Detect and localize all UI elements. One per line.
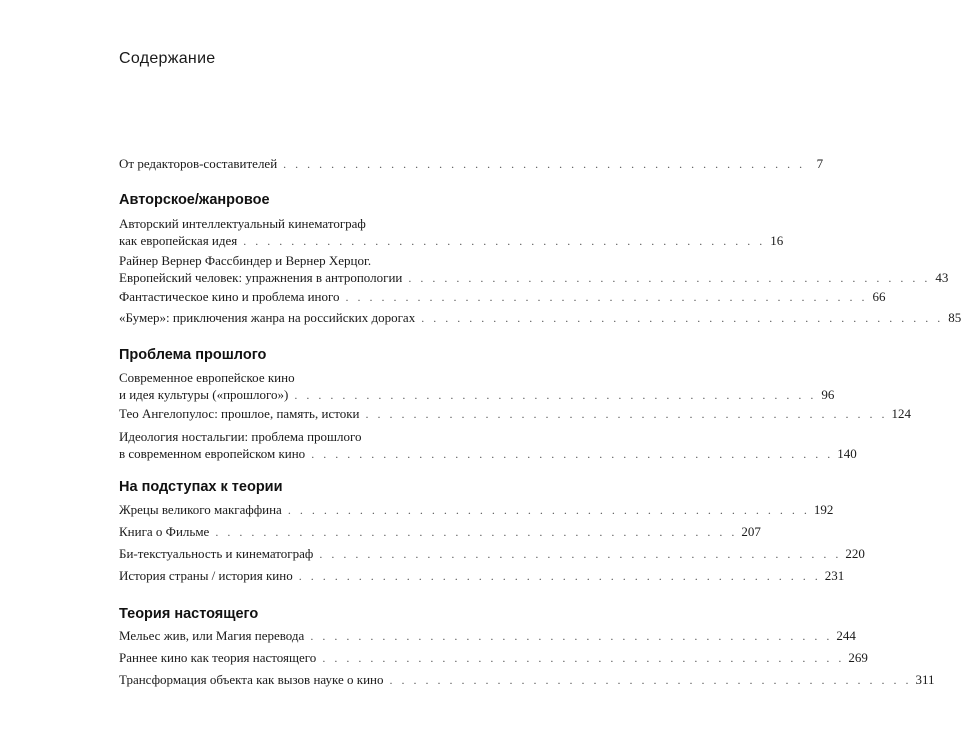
- toc-entry[interactable]: [119, 428, 857, 463]
- leader-dots: . . . . . . . . . . . . . . . . . . . . . . . . . . . . . . . . . . . . . . . . . . . .: [345, 290, 868, 304]
- toc-entry-intro[interactable]: [119, 155, 824, 173]
- toc-entry[interactable]: [119, 567, 845, 585]
- toc-entry-title: Тео Ангелопулос: прошлое, память, истоки: [119, 406, 360, 421]
- section-heading: На подступах к теории: [119, 479, 283, 495]
- section-heading: Теория настоящего: [119, 606, 259, 622]
- toc-page-number: 207: [741, 524, 761, 539]
- toc-entry-title-line: Европейский человек: упражнения в антропологии: [119, 270, 403, 285]
- toc-entry-title-line: Авторский интеллектуальный кинематограф: [119, 216, 366, 231]
- toc-entry[interactable]: [119, 545, 865, 563]
- toc-page-number: 192: [813, 502, 834, 517]
- toc-entry-title: Би-текстуальность и кинематограф: [119, 546, 314, 561]
- toc-entry-title: От редакторов-составителей: [119, 156, 278, 171]
- toc-entry[interactable]: [119, 501, 834, 519]
- toc-entry[interactable]: [119, 649, 868, 667]
- toc-entry-title: Мельес жив, или Магия перевода: [119, 628, 305, 643]
- toc-page-number: 43: [935, 270, 949, 285]
- leader-dots: . . . . . . . . . . . . . . . . . . . . . . . . . . . . . . . . . . . . . . . . . . . .: [322, 651, 845, 665]
- toc-entry[interactable]: [119, 215, 784, 250]
- toc-entry[interactable]: [119, 523, 761, 541]
- toc-page-number: 16: [770, 233, 784, 248]
- section-heading: Проблема прошлого: [119, 347, 267, 363]
- toc-entry[interactable]: [119, 252, 949, 287]
- toc-page-number: 269: [848, 650, 868, 665]
- leader-dots: . . . . . . . . . . . . . . . . . . . . . . . . . . . . . . . . . . . . . . . . . . . .: [311, 447, 834, 461]
- leader-dots: . . . . . . . . . . . . . . . . . . . . . . . . . . . . . . . . . . . . . . . . . . . .: [287, 503, 810, 517]
- toc-entry-title-line: и идея культуры («прошлого»): [119, 387, 289, 402]
- leader-dots: . . . . . . . . . . . . . . . . . . . . . . . . . . . . . . . . . . . . . . . . . . . .: [408, 271, 931, 285]
- section-heading: Авторское/жанровое: [119, 192, 270, 208]
- leader-dots: . . . . . . . . . . . . . . . . . . . . . . . . . . . . . . . . . . . . . . . . . . . .: [283, 157, 806, 171]
- toc-page-number: 85: [948, 310, 961, 325]
- toc-page-number: 244: [836, 628, 856, 643]
- toc-entry-title-line: в современном европейском кино: [119, 446, 306, 461]
- toc-entry[interactable]: [119, 405, 911, 423]
- leader-dots: . . . . . . . . . . . . . . . . . . . . . . . . . . . . . . . . . . . . . . . . . . . .: [319, 547, 842, 561]
- toc-entry-title: Книга о Фильме: [119, 524, 210, 539]
- toc-entry-title: Жрецы великого макгаффина: [119, 502, 282, 517]
- page-title: Содержание: [119, 50, 216, 67]
- toc-entry-title-line: как европейская идея: [119, 233, 238, 248]
- toc-page-number: 7: [816, 156, 824, 171]
- toc-page-number: 231: [824, 568, 845, 583]
- toc-entry[interactable]: [119, 288, 886, 306]
- toc-page-number: 66: [872, 289, 886, 304]
- toc-page-number: 311: [915, 672, 935, 687]
- toc-entry-title-line: Современное европейское кино: [119, 370, 295, 385]
- leader-dots: . . . . . . . . . . . . . . . . . . . . . . . . . . . . . . . . . . . . . . . . . . . .: [294, 388, 817, 402]
- toc-entry-title: «Бумер»: приключения жанра на российских дорогах: [119, 310, 416, 325]
- toc-page-number: 140: [837, 446, 857, 461]
- toc-entry[interactable]: [119, 627, 856, 645]
- leader-dots: . . . . . . . . . . . . . . . . . . . . . . . . . . . . . . . . . . . . . . . . . . . .: [243, 234, 766, 248]
- leader-dots: . . . . . . . . . . . . . . . . . . . . . . . . . . . . . . . . . . . . . . . . . . . .: [215, 525, 738, 539]
- toc-page-number: 124: [891, 406, 911, 421]
- toc-entry-title: Фантастическое кино и проблема иного: [119, 289, 340, 304]
- toc-page-number: 220: [845, 546, 865, 561]
- toc-entry-title: История страны / история кино: [119, 568, 293, 583]
- leader-dots: . . . . . . . . . . . . . . . . . . . . . . . . . . . . . . . . . . . . . . . . . . . .: [421, 311, 944, 325]
- toc-entry[interactable]: [119, 369, 835, 404]
- leader-dots: . . . . . . . . . . . . . . . . . . . . . . . . . . . . . . . . . . . . . . . . . . . .: [298, 569, 821, 583]
- toc-entry-title: Раннее кино как теория настоящего: [119, 650, 317, 665]
- toc-entry-title-line: Идеология ностальгии: проблема прошлого: [119, 429, 362, 444]
- toc-entry[interactable]: [119, 309, 961, 327]
- leader-dots: . . . . . . . . . . . . . . . . . . . . . . . . . . . . . . . . . . . . . . . . . . . .: [365, 407, 888, 421]
- toc-page-number: 96: [821, 387, 835, 402]
- toc-entry-title-line: Райнер Вернер Фассбиндер и Вернер Херцог.: [119, 253, 372, 268]
- leader-dots: . . . . . . . . . . . . . . . . . . . . . . . . . . . . . . . . . . . . . . . . . . . .: [389, 673, 912, 687]
- leader-dots: . . . . . . . . . . . . . . . . . . . . . . . . . . . . . . . . . . . . . . . . . . . .: [310, 629, 833, 643]
- toc-entry[interactable]: [119, 671, 935, 689]
- toc-entry-title: Трансформация объекта как вызов науке о кино: [119, 672, 384, 687]
